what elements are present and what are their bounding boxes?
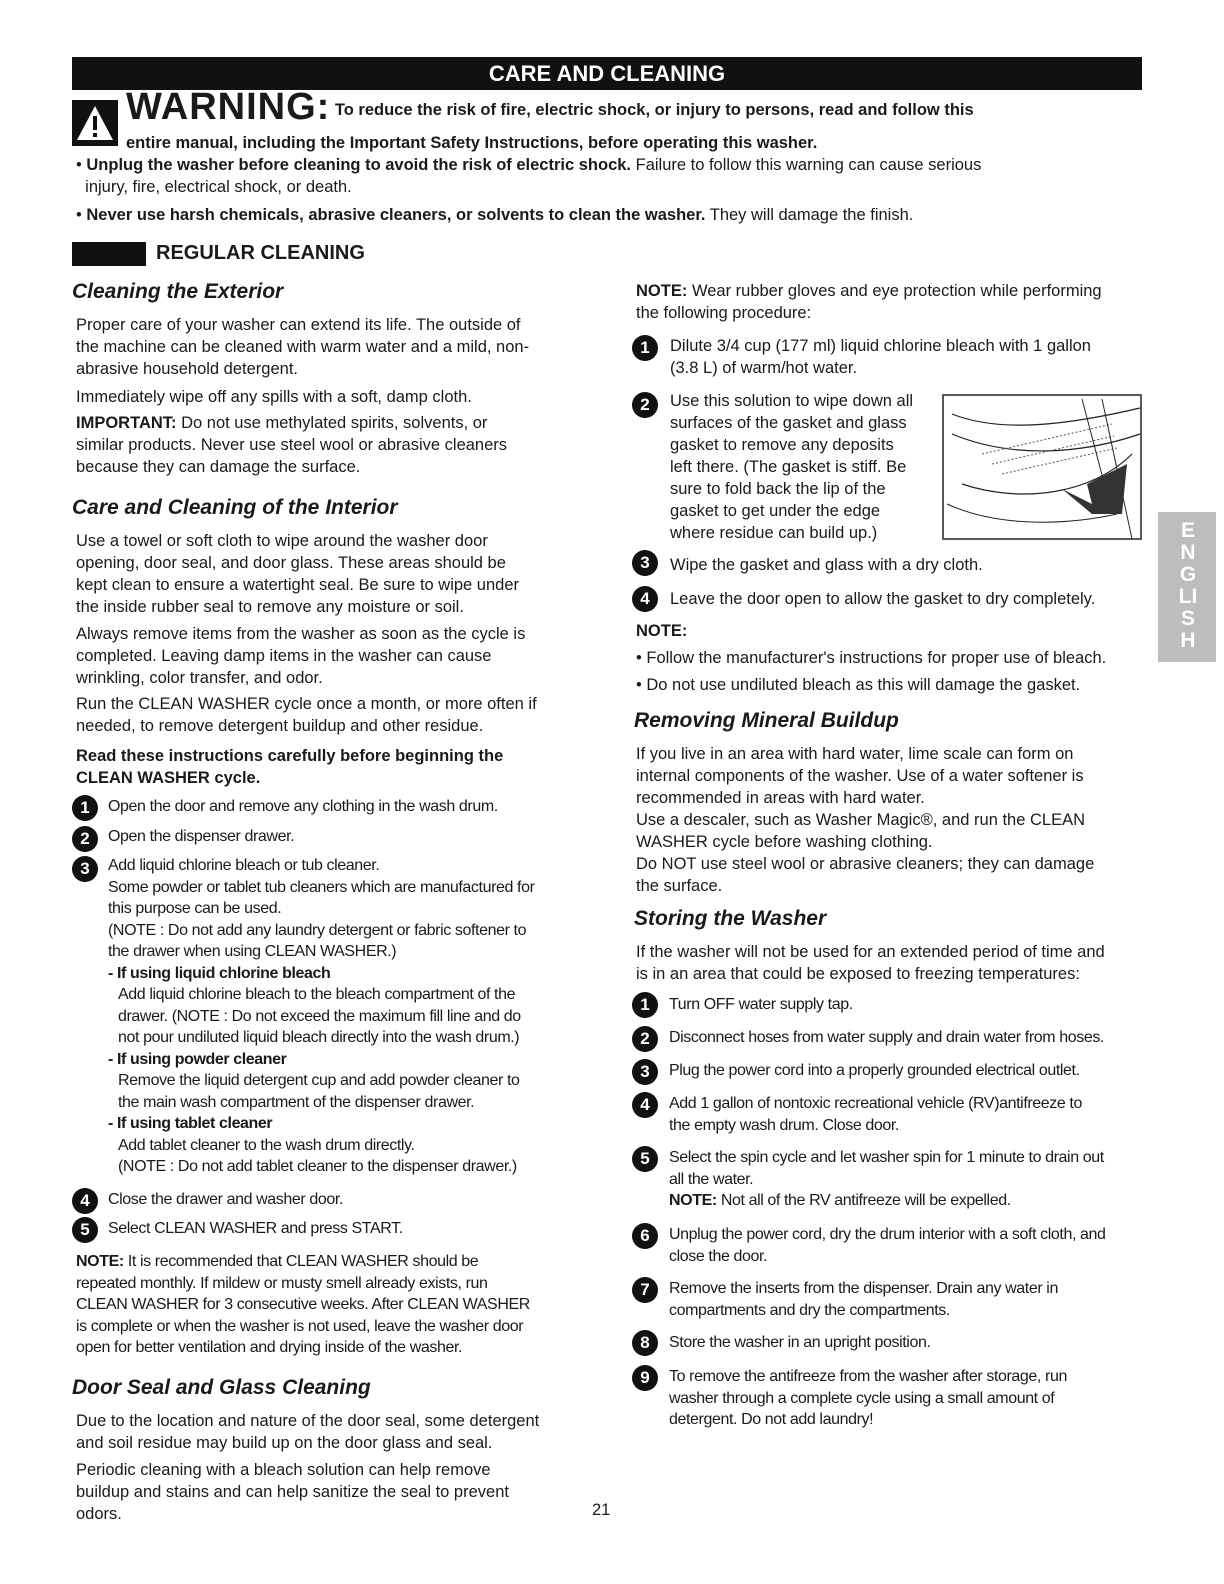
exterior-title: Cleaning the Exterior <box>72 280 284 303</box>
text-line: Always remove items from the washer as soon as the cycle is <box>76 625 526 643</box>
text-line: Read these instructions carefully before beginning the <box>76 747 504 765</box>
warning-icon <box>72 100 118 146</box>
text-line: because they can damage the surface. <box>76 458 361 476</box>
step-1-icon: 1 <box>72 795 98 821</box>
text-line: abrasive household detergent. <box>76 360 298 378</box>
warning-bullet-2: • Never use harsh chemicals, abrasive cleaners, or solvents to clean the washer. They will damage the finish. <box>76 206 914 224</box>
interior-paragraph-3 <box>76 693 596 737</box>
step-3-icon: 3 <box>72 856 98 882</box>
text-line: open for better ventilation and drying inside of the washer. <box>76 1339 463 1356</box>
text-line: (NOTE : Do not add tablet cleaner to the dispenser drawer.) <box>118 1158 517 1175</box>
text-line: all the water. <box>669 1170 754 1188</box>
bleach-step-1 <box>670 335 1150 379</box>
powder-cleaner-heading: - If using powder cleaner <box>108 1050 287 1068</box>
storing-step-6 <box>669 1224 1159 1267</box>
text-line: sure to fold back the lip of the <box>670 480 886 498</box>
tablet-cleaner-heading: - If using tablet cleaner <box>108 1115 273 1132</box>
text-line: If the washer will not be used for an extended period of time and <box>636 943 1105 961</box>
text-line: Do NOT use steel wool or abrasive cleaners; they can damage <box>636 855 1095 873</box>
clean-step-2: Open the dispenser drawer. <box>108 828 295 845</box>
bleach-note-1: • Follow the manufacturer's instructions for proper use of bleach. <box>636 649 1107 667</box>
storing-step-5 <box>669 1147 1159 1212</box>
text-line: WASHER cycle before washing clothing. <box>636 833 933 851</box>
section-marker <box>72 242 146 266</box>
bleach-step-2 <box>670 390 940 544</box>
step-5-icon: 5 <box>72 1217 98 1243</box>
text-line: Follow the manufacturer's instructions for proper use of bleach. <box>646 649 1107 667</box>
text-line: Use a towel or soft cloth to wipe around the washer door <box>76 532 488 550</box>
text-line: Remove the liquid detergent cup and add powder cleaner to <box>118 1072 520 1089</box>
text-line: Periodic cleaning with a bleach solution can help remove <box>76 1461 491 1479</box>
step-4-icon: 4 <box>632 1092 658 1118</box>
text-line: wrinkling, color transfer, and odor. <box>76 669 323 687</box>
text-line: not pour undiluted liquid bleach directly into the wash drum.) <box>118 1029 520 1046</box>
tablet-cleaner-text <box>108 1135 598 1178</box>
clean-step-5: Select CLEAN WASHER and press START. <box>108 1220 403 1237</box>
warning-line-2: entire manual, including the Important Safety Instructions, before operating this washer. <box>126 134 818 152</box>
page-number: 21 <box>592 1501 611 1519</box>
step-4-icon: 4 <box>632 586 658 612</box>
step-2-icon: 2 <box>632 392 658 418</box>
step-5-icon: 5 <box>632 1146 658 1172</box>
clean-step-3 <box>108 855 598 1178</box>
step-8-icon: 8 <box>632 1330 658 1356</box>
regular-cleaning-title: REGULAR CLEANING <box>156 242 365 264</box>
step-7-icon: 7 <box>632 1277 658 1303</box>
text-line: Select the spin cycle and let washer spin for 1 minute to drain out <box>669 1149 1104 1166</box>
warning-heading <box>126 86 1146 128</box>
clean-step-4: Close the drawer and washer door. <box>108 1191 343 1208</box>
exterior-paragraph-2: Immediately wipe off any spills with a soft, damp cloth. <box>76 388 472 406</box>
note-label: NOTE: <box>669 1192 717 1209</box>
text-line: similar products. Never use steel wool or abrasive cleaners <box>76 436 508 454</box>
step-6-icon: 6 <box>632 1223 658 1249</box>
text-line: detergent. Do not add laundry! <box>669 1411 874 1428</box>
warning-bullet-1-text: Failure to follow this warning can cause serious <box>635 156 982 174</box>
bleach-step-3: Wipe the gasket and glass with a dry cloth. <box>670 556 983 574</box>
warning-bullet-2-bold: Never use harsh chemicals, abrasive cleaners, or solvents to clean the washer. <box>86 206 706 224</box>
interior-bold-instructions <box>76 745 596 789</box>
text-line: and soil residue may build up on the door glass and seal. <box>76 1434 493 1452</box>
text-line: the empty wash drum. Close door. <box>669 1116 899 1134</box>
text-line: Use this solution to wipe down all <box>670 392 914 410</box>
text-line: recommended in areas with hard water. <box>636 789 925 807</box>
text-line: repeated monthly. If mildew or musty smell already exists, run <box>76 1274 488 1292</box>
important-label: IMPORTANT: <box>76 414 177 432</box>
text-line: gasket to remove any deposits <box>670 436 894 454</box>
text-line: Do not use methylated spirits, solvents, or <box>181 414 488 432</box>
text-line: where residue can build up.) <box>670 524 878 542</box>
interior-paragraph-1 <box>76 530 596 618</box>
door-seal-title: Door Seal and Glass Cleaning <box>72 1376 371 1399</box>
warning-bullet-2-text: They will damage the finish. <box>709 206 914 224</box>
text-line: is complete or when the washer is not used, leave the washer door <box>76 1317 524 1335</box>
warning-bullet-1-bold: Unplug the washer before cleaning to avoid the risk of electric shock. <box>86 156 632 174</box>
step-2-icon: 2 <box>72 826 98 852</box>
storing-step-4 <box>669 1093 1159 1136</box>
text-line: opening, door seal, and door glass. These areas should be <box>76 554 506 572</box>
note-label: NOTE: <box>636 282 688 300</box>
text-line: the drawer when using CLEAN WASHER.) <box>108 943 397 960</box>
mineral-title: Removing Mineral Buildup <box>634 709 899 732</box>
clean-step-1: Open the door and remove any clothing in the wash drum. <box>108 798 498 815</box>
liquid-bleach-text <box>108 984 598 1049</box>
door-seal-paragraph-2 <box>76 1459 596 1525</box>
interior-paragraph-2 <box>76 623 596 689</box>
liquid-bleach-heading: - If using liquid chlorine bleach <box>108 964 331 982</box>
text-line: surfaces of the gasket and glass <box>670 414 907 432</box>
text-line: Due to the location and nature of the door seal, some detergent <box>76 1412 540 1430</box>
text-line: To remove the antifreeze from the washer after storage, run <box>669 1368 1067 1385</box>
text-line: the main wash compartment of the dispenser drawer. <box>118 1093 475 1111</box>
text-line: Add liquid chlorine bleach or tub cleaner. <box>108 857 380 874</box>
clean-washer-note <box>76 1251 596 1359</box>
text-line: kept clean to ensure a watertight seal. Be sure to wipe under <box>76 576 520 594</box>
storing-title: Storing the Washer <box>634 907 827 930</box>
bleach-step-4: Leave the door open to allow the gasket to dry completely. <box>670 590 1096 608</box>
text-line: close the door. <box>669 1247 768 1265</box>
text-line: drawer. (NOTE : Do not exceed the maximum fill line and do <box>118 1007 521 1025</box>
text-line: If you live in an area with hard water, lime scale can form on <box>636 745 1074 763</box>
text-line: Do not use undiluted bleach as this will damage the gasket. <box>646 676 1081 694</box>
mineral-paragraph <box>636 743 1156 897</box>
text-line: Unplug the power cord, dry the drum interior with a soft cloth, and <box>669 1226 1106 1243</box>
storing-step-9 <box>669 1366 1159 1431</box>
language-tab <box>1158 512 1216 662</box>
storing-step-2: Disconnect hoses from water supply and drain water from hoses. <box>669 1029 1104 1046</box>
note-label: NOTE: <box>76 1253 124 1270</box>
storing-intro <box>636 941 1156 985</box>
text-line: buildup and stains and can help sanitize the seal to prevent <box>76 1483 509 1501</box>
interior-title: Care and Cleaning of the Interior <box>72 496 398 519</box>
door-seal-paragraph-1 <box>76 1410 596 1454</box>
text-line: this purpose can be used. <box>108 900 282 917</box>
text-line: the surface. <box>636 877 723 895</box>
text-line: odors. <box>76 1505 122 1523</box>
text-line: is in an area that could be exposed to freezing temperatures: <box>636 965 1080 983</box>
exterior-important <box>76 412 596 478</box>
step-1-icon: 1 <box>632 335 658 361</box>
step-2-icon: 2 <box>632 1026 658 1052</box>
warning-line-1: To reduce the risk of fire, electric shock, or injury to persons, read and follow this <box>334 101 974 119</box>
text-line: left there. (The gasket is stiff. Be <box>670 458 907 476</box>
text-line: Add liquid chlorine bleach to the bleach compartment of the <box>118 986 516 1003</box>
text-line: Use a descaler, such as Washer Magic®, and run the CLEAN <box>636 811 1086 829</box>
text-line: (NOTE : Do not add any laundry detergent or fabric softener to <box>108 921 527 939</box>
step-1-icon: 1 <box>632 992 658 1018</box>
warning-bullet-1: • Unplug the washer before cleaning to avoid the risk of electric shock. Failure to follow this warning can cause serious injury, fire, electrical shock, or death. <box>76 156 982 196</box>
text-line: Add 1 gallon of nontoxic recreational vehicle (RV)antifreeze to <box>669 1095 1082 1112</box>
step-3-icon: 3 <box>632 550 658 576</box>
step-3-icon: 3 <box>632 1059 658 1085</box>
text-line: needed, to remove detergent buildup and other residue. <box>76 717 484 735</box>
text-line: internal components of the washer. Use of a water softener is <box>636 767 1084 785</box>
text-line: Proper care of your washer can extend its life. The outside of <box>76 316 521 334</box>
step-4-icon: 4 <box>72 1188 98 1214</box>
warning-word: WARNING: <box>126 86 331 128</box>
text-line: completed. Leaving damp items in the washer can cause <box>76 647 492 665</box>
text-line: the machine can be cleaned with warm water and a mild, non- <box>76 338 530 356</box>
storing-step-1: Turn OFF water supply tap. <box>669 996 853 1013</box>
text-line: Remove the inserts from the dispenser. Drain any water in <box>669 1280 1058 1297</box>
language-tab-label: ENGLISH <box>1178 519 1198 652</box>
section-banner: CARE AND CLEANING <box>72 57 1142 90</box>
text-line: (3.8 L) of warm/hot water. <box>670 359 858 377</box>
warning-bullet-1-text-2: injury, fire, electrical shock, or death. <box>85 178 352 196</box>
bleach-note-2: • Do not use undiluted bleach as this will damage the gasket. <box>636 676 1081 694</box>
text-line: the inside rubber seal to remove any moisture or soil. <box>76 598 464 616</box>
text-line: compartments and dry the compartments. <box>669 1301 950 1319</box>
text-line: Run the CLEAN WASHER cycle once a month, or more often if <box>76 695 537 713</box>
text-line: Dilute 3/4 cup (177 ml) liquid chlorine bleach with 1 gallon <box>670 337 1091 355</box>
text-line: washer through a complete cycle using a small amount of <box>669 1389 1055 1407</box>
gloves-note <box>636 280 1156 324</box>
exterior-paragraph-1 <box>76 314 596 380</box>
step-9-icon: 9 <box>632 1365 658 1391</box>
storing-step-8: Store the washer in an upright position. <box>669 1334 931 1351</box>
storing-step-7 <box>669 1278 1159 1321</box>
storing-step-3: Plug the power cord into a properly grounded electrical outlet. <box>669 1062 1080 1079</box>
powder-cleaner-text <box>108 1070 598 1113</box>
text-line: the following procedure: <box>636 304 812 322</box>
text-line: CLEAN WASHER cycle. <box>76 769 261 787</box>
text-line: Add tablet cleaner to the wash drum directly. <box>118 1136 415 1154</box>
text-line: Wear rubber gloves and eye protection while performing <box>691 282 1102 300</box>
text-line: It is recommended that CLEAN WASHER should be <box>127 1253 479 1270</box>
gasket-illustration <box>942 394 1142 540</box>
text-line: gasket to get under the edge <box>670 502 881 520</box>
text-line: CLEAN WASHER for 3 consecutive weeks. After CLEAN WASHER <box>76 1296 530 1313</box>
bleach-note-label: NOTE: <box>636 622 688 640</box>
text-line: Not all of the RV antifreeze will be expelled. <box>720 1192 1011 1209</box>
text-line: Some powder or tablet tub cleaners which are manufactured for <box>108 878 535 896</box>
